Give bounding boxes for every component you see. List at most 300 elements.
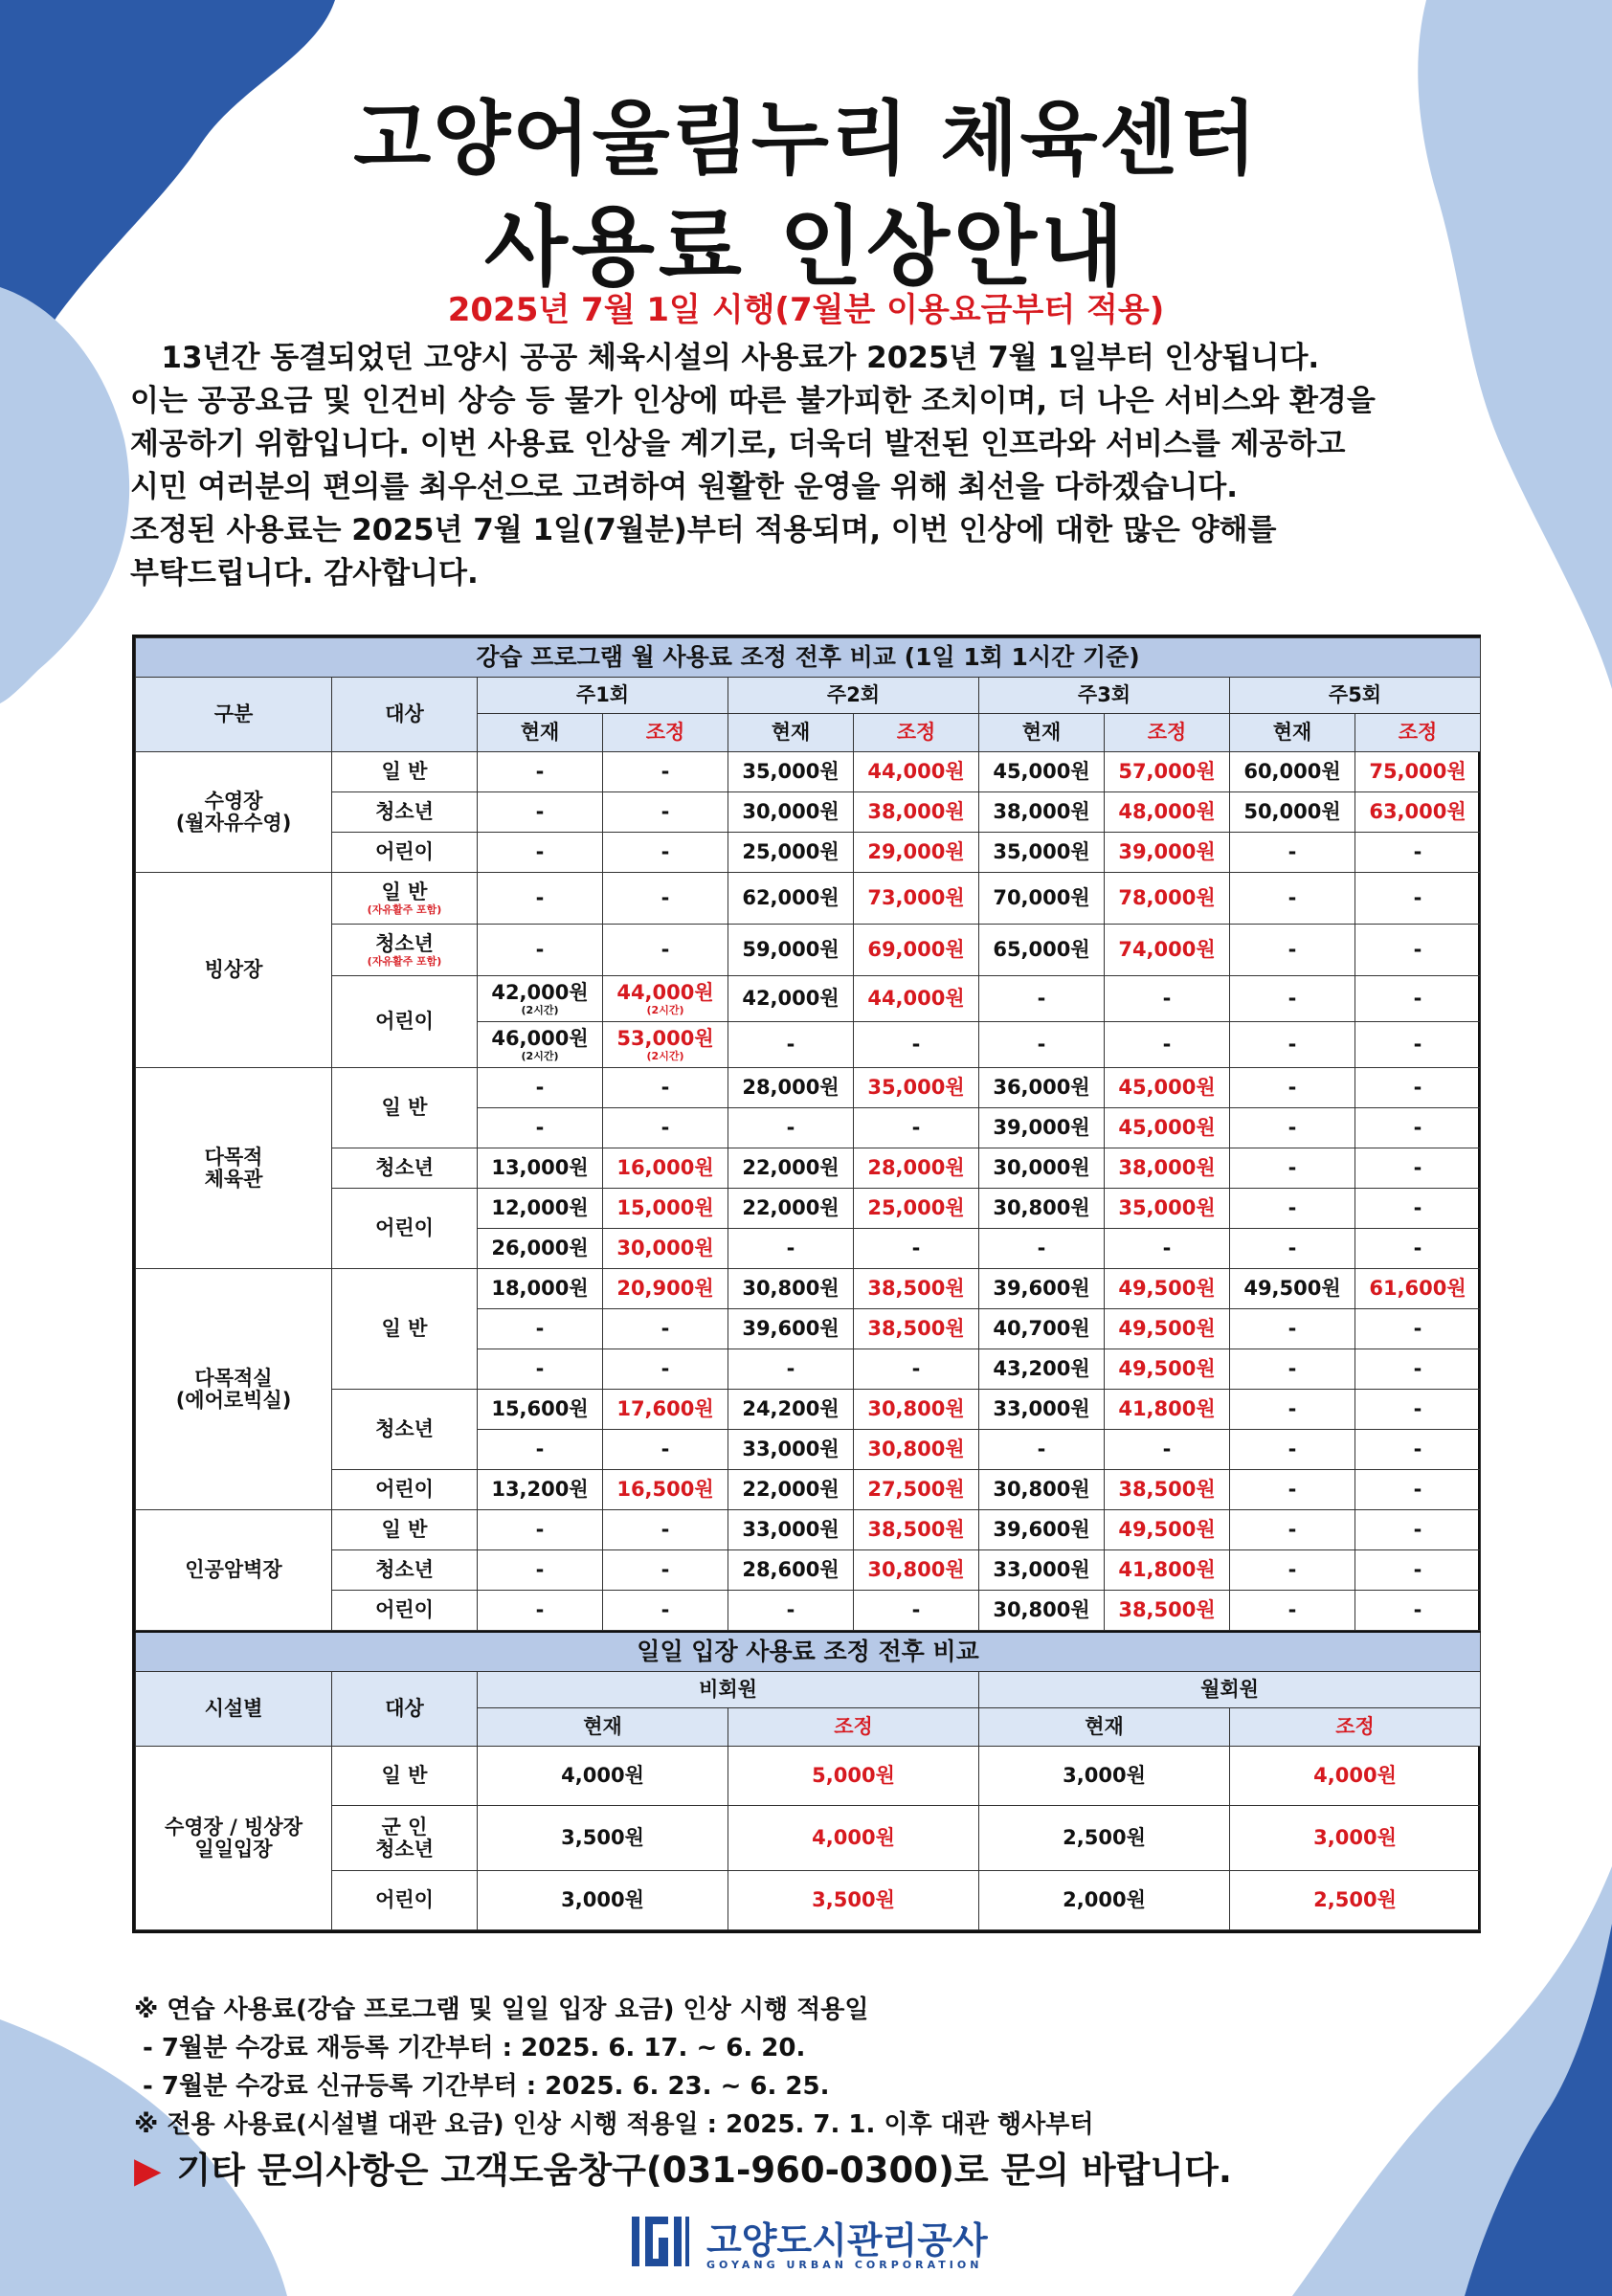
fee-value: - (535, 1317, 545, 1341)
current-fee-cell (478, 752, 603, 792)
fee-value: 38,500원 (867, 1518, 965, 1542)
current-fee-cell (1230, 1591, 1355, 1631)
contact-text: 기타 문의사항은 고객도움창구(031-960-0300)로 문의 바랍니다. (176, 2150, 1232, 2191)
adjusted-fee-cell (603, 873, 728, 925)
current-fee-cell (478, 1390, 603, 1430)
intro-line: 제공하기 위함입니다. 이번 사용료 인상을 계기로, 더욱더 발전된 인프라와 서비스를 제공하고 (130, 427, 1346, 461)
current-fee-cell (728, 925, 854, 976)
current-fee-cell (1230, 1390, 1355, 1430)
current-fee-cell (728, 1510, 854, 1550)
current-fee-cell (1230, 873, 1355, 925)
adjusted-fee-cell (1105, 1309, 1230, 1349)
fee-value: 15,600원 (491, 1397, 589, 1421)
current-fee-cell (478, 1148, 603, 1189)
fee-value: - (1413, 1518, 1422, 1542)
target-name (332, 1390, 478, 1470)
fee-value: 62,000원 (742, 886, 840, 910)
header-current: 현재 (728, 714, 854, 752)
fee-value: - (1162, 987, 1172, 1011)
current-fee-cell (478, 1229, 603, 1269)
fee-value: - (660, 1438, 670, 1461)
target-name (332, 1591, 478, 1631)
fee-value: - (660, 800, 670, 824)
fee-value: 73,000원 (867, 886, 965, 910)
current-fee-cell (979, 1068, 1105, 1108)
current-fee-cell (979, 1309, 1105, 1349)
fee-value: 27,500원 (867, 1478, 965, 1502)
fee-value: 38,500원 (867, 1317, 965, 1341)
fee-value: 30,800원 (867, 1397, 965, 1421)
current-fee-cell (1230, 1510, 1355, 1550)
fee-value: 30,800원 (867, 1558, 965, 1582)
fee-value: 65,000원 (993, 938, 1090, 962)
fee-value: 25,000원 (867, 1196, 965, 1220)
fee-value: - (786, 1116, 795, 1140)
logo-english-name: GOYANG URBAN CORPORATION (706, 2259, 983, 2271)
adjusted-fee-cell (603, 1430, 728, 1470)
fee-value: 49,500원 (1118, 1357, 1216, 1381)
fee-value: - (660, 886, 670, 910)
fee-value: - (535, 1558, 545, 1582)
current-fee-cell (979, 1349, 1105, 1390)
header-facility: 시설별 (136, 1672, 332, 1747)
fee-value: 22,000원 (742, 1196, 840, 1220)
adjusted-fee-cell (854, 1269, 979, 1309)
fee-value: 39,000원 (993, 1116, 1090, 1140)
current-fee-cell (1230, 1550, 1355, 1591)
fee-value: 53,000원 (616, 1026, 714, 1050)
duration-note: (2시간) (646, 1003, 684, 1016)
header-member: 월회원 (979, 1672, 1481, 1708)
fee-value: 35,000원 (993, 840, 1090, 864)
header-current: 현재 (478, 1708, 728, 1747)
daily-table-caption: 일일 입장 사용료 조정 전후 비교 (136, 1632, 1481, 1672)
adjusted-fee-cell (1355, 752, 1481, 792)
table-row (136, 1390, 1481, 1430)
header-current: 현재 (478, 714, 603, 752)
fee-value: - (911, 1598, 921, 1622)
current-fee-cell: 3,000원 (478, 1871, 728, 1930)
fee-value: 59,000원 (742, 938, 840, 962)
adjusted-fee-cell (854, 792, 979, 833)
fee-value: 30,000원 (993, 1156, 1090, 1180)
fee-value: - (535, 1357, 545, 1381)
adjusted-fee-cell (1355, 833, 1481, 873)
table-row (136, 1591, 1481, 1631)
current-fee-cell (1230, 1108, 1355, 1148)
current-fee-cell (478, 833, 603, 873)
fee-value: - (1413, 1558, 1422, 1582)
adjusted-fee-cell (854, 1229, 979, 1269)
fee-value: - (660, 938, 670, 962)
current-fee-cell (979, 1108, 1105, 1148)
target-label: 어린이 (375, 1010, 434, 1034)
adjusted-fee-cell (603, 833, 728, 873)
fee-value: 44,000원 (867, 987, 965, 1011)
fee-value: 38,500원 (867, 1277, 965, 1301)
target-label: 일 반 (381, 1518, 428, 1542)
adjusted-fee-cell (1355, 1390, 1481, 1430)
adjusted-fee-cell (603, 1470, 728, 1510)
adjusted-fee-cell (603, 976, 728, 1022)
fee-value: - (535, 886, 545, 910)
fee-value: 38,000원 (867, 800, 965, 824)
current-fee-cell: 3,500원 (478, 1806, 728, 1871)
adjusted-fee-cell: 2,500원 (1230, 1871, 1481, 1930)
adjusted-fee-cell (1105, 1550, 1230, 1591)
subtitle: 2025년 7월 1일 시행(7월분 이용요금부터 적용) (447, 291, 1165, 329)
fee-value: 40,700원 (993, 1317, 1090, 1341)
adjusted-fee-cell (1105, 1510, 1230, 1550)
current-fee-cell (979, 752, 1105, 792)
fee-value: - (660, 1518, 670, 1542)
fee-value: - (1413, 938, 1422, 962)
adjusted-fee-cell (1355, 1189, 1481, 1229)
table-row (136, 1510, 1481, 1550)
adjusted-fee-cell (603, 1349, 728, 1390)
table-row (136, 1269, 1481, 1309)
fee-value: - (535, 840, 545, 864)
adjusted-fee-cell (854, 1148, 979, 1189)
header-target: 대상 (332, 1672, 478, 1747)
fee-value: 43,200원 (993, 1357, 1090, 1381)
current-fee-cell (979, 1148, 1105, 1189)
fee-value: 49,500원 (1118, 1518, 1216, 1542)
header-adjusted: 조정 (1230, 1708, 1481, 1747)
adjusted-fee-cell (1355, 1108, 1481, 1148)
fee-value: 49,500원 (1118, 1317, 1216, 1341)
current-fee-cell (478, 1269, 603, 1309)
header-group-3: 주3회 (979, 678, 1230, 714)
fee-value: 70,000원 (993, 886, 1090, 910)
target-label: 어린이 (375, 1598, 434, 1622)
fee-value: - (786, 1033, 795, 1057)
fee-value: 39,600원 (993, 1277, 1090, 1301)
fee-value: - (1413, 987, 1422, 1011)
fee-value: 38,000원 (993, 800, 1090, 824)
current-fee-cell (1230, 1068, 1355, 1108)
adjusted-fee-cell (1355, 1430, 1481, 1470)
target-label: 청소년 (375, 1417, 434, 1441)
fee-value: - (1413, 1033, 1422, 1057)
current-fee-cell (728, 1068, 854, 1108)
monthly-table-body (136, 752, 1481, 1631)
adjusted-fee-cell (1105, 1591, 1230, 1631)
current-fee-cell (478, 1068, 603, 1108)
adjusted-fee-cell (603, 1550, 728, 1591)
adjusted-fee-cell (854, 873, 979, 925)
current-fee-cell (979, 873, 1105, 925)
table-row (136, 1871, 1481, 1930)
current-fee-cell (1230, 925, 1355, 976)
target-label: 청소년 (375, 931, 434, 955)
fee-value: - (1037, 1438, 1046, 1461)
adjusted-fee-cell: 3,000원 (1230, 1806, 1481, 1871)
fee-value: 49,500원 (1118, 1277, 1216, 1301)
current-fee-cell: 2,500원 (979, 1806, 1230, 1871)
table-row (136, 976, 1481, 1022)
fee-value: - (660, 1558, 670, 1582)
title-line-1: 고양어울림누리 체육센터 (353, 92, 1259, 186)
fee-value: - (1287, 1116, 1297, 1140)
adjusted-fee-cell (1105, 1229, 1230, 1269)
fee-value: 41,800원 (1118, 1558, 1216, 1582)
current-fee-cell (1230, 1022, 1355, 1068)
current-fee-cell (478, 1309, 603, 1349)
adjusted-fee-cell (603, 1022, 728, 1068)
fee-value: 33,000원 (742, 1438, 840, 1461)
adjusted-fee-cell (854, 1550, 979, 1591)
adjusted-fee-cell (1105, 1430, 1230, 1470)
current-fee-cell (728, 1229, 854, 1269)
adjusted-fee-cell (1105, 1470, 1230, 1510)
fee-value: - (535, 938, 545, 962)
fee-value: 33,000원 (993, 1558, 1090, 1582)
adjusted-fee-cell (1105, 1022, 1230, 1068)
current-fee-cell (979, 1470, 1105, 1510)
current-fee-cell (478, 792, 603, 833)
target-label: 어린이 (375, 1478, 434, 1502)
fee-value: - (1162, 1438, 1172, 1461)
fee-value: 44,000원 (867, 760, 965, 784)
fee-value: - (1287, 1518, 1297, 1542)
fee-value: 46,000원 (491, 1026, 589, 1050)
adjusted-fee-cell (854, 1591, 979, 1631)
fee-value: 30,000원 (742, 800, 840, 824)
fee-value: 22,000원 (742, 1478, 840, 1502)
current-fee-cell (478, 925, 603, 976)
table-row (136, 1747, 1481, 1806)
current-fee-cell (478, 1470, 603, 1510)
adjusted-fee-cell (603, 925, 728, 976)
adjusted-fee-cell (854, 1189, 979, 1229)
current-fee-cell (728, 792, 854, 833)
table-row (136, 925, 1481, 976)
facility-name: 다목적 체육관 (136, 1068, 332, 1269)
adjusted-fee-cell: 4,000원 (728, 1806, 979, 1871)
adjusted-fee-cell (1355, 792, 1481, 833)
facility-name: 수영장 / 빙상장 일일입장 (136, 1747, 332, 1930)
target-note: (자유활주 포함) (367, 903, 442, 916)
target-note: (자유활주 포함) (367, 954, 442, 968)
fee-value: 30,800원 (867, 1438, 965, 1461)
current-fee-cell: 3,000원 (979, 1747, 1230, 1806)
header-current: 현재 (979, 714, 1105, 752)
fee-value: - (1287, 1558, 1297, 1582)
target-label: 일 반 (381, 1317, 428, 1341)
adjusted-fee-cell (603, 1591, 728, 1631)
fee-value: - (660, 1598, 670, 1622)
fee-value: 36,000원 (993, 1076, 1090, 1100)
fee-value: 50,000원 (1243, 800, 1341, 824)
current-fee-cell (478, 1022, 603, 1068)
adjusted-fee-cell (854, 976, 979, 1022)
adjusted-fee-cell (1105, 752, 1230, 792)
adjusted-fee-cell (1355, 1022, 1481, 1068)
current-fee-cell (728, 1309, 854, 1349)
adjusted-fee-cell (603, 1189, 728, 1229)
adjusted-fee-cell (603, 1309, 728, 1349)
adjusted-fee-cell (854, 1068, 979, 1108)
fee-value: - (1037, 1237, 1046, 1260)
adjusted-fee-cell (1105, 833, 1230, 873)
target-name (332, 1148, 478, 1189)
fee-value: 78,000원 (1118, 886, 1216, 910)
fee-value: - (786, 1598, 795, 1622)
adjusted-fee-cell (1355, 1470, 1481, 1510)
current-fee-cell (1230, 1148, 1355, 1189)
adjusted-fee-cell (854, 752, 979, 792)
fee-value: 17,600원 (616, 1397, 714, 1421)
fee-value: 63,000원 (1369, 800, 1466, 824)
fee-value: 48,000원 (1118, 800, 1216, 824)
fee-value: - (1413, 1478, 1422, 1502)
current-fee-cell (1230, 1269, 1355, 1309)
current-fee-cell (728, 1591, 854, 1631)
intro-line: 부탁드립니다. 감사합니다. (130, 556, 479, 591)
current-fee-cell (1230, 1349, 1355, 1390)
target-label: 일 반 (381, 880, 428, 903)
adjusted-fee-cell (603, 1229, 728, 1269)
fee-value: - (786, 1237, 795, 1260)
table-row (136, 1470, 1481, 1510)
fee-value: - (1413, 1076, 1422, 1100)
fee-value: 30,800원 (993, 1478, 1090, 1502)
current-fee-cell (728, 976, 854, 1022)
current-fee-cell (728, 1390, 854, 1430)
facility-name: 인공암벽장 (136, 1510, 332, 1631)
current-fee-cell (1230, 792, 1355, 833)
fee-value: 30,000원 (616, 1237, 714, 1260)
fee-value: 26,000원 (491, 1237, 589, 1260)
arrow-right-icon: ▶ (134, 2150, 162, 2191)
header-category: 구분 (136, 678, 332, 752)
target-name (332, 833, 478, 873)
target-name (332, 1269, 478, 1390)
fee-value: - (911, 1033, 921, 1057)
current-fee-cell (979, 1189, 1105, 1229)
header-current: 현재 (1230, 714, 1355, 752)
fee-value: - (1287, 1397, 1297, 1421)
facility-name: 수영장 (월자유수영) (136, 752, 332, 873)
adjusted-fee-cell (1355, 925, 1481, 976)
fee-value: - (1413, 1397, 1422, 1421)
adjusted-fee-cell (1355, 1550, 1481, 1591)
duration-note: (2시간) (521, 1049, 559, 1062)
fee-value: 42,000원 (742, 987, 840, 1011)
target-name (332, 976, 478, 1068)
target-name (332, 1068, 478, 1148)
adjusted-fee-cell: 4,000원 (1230, 1747, 1481, 1806)
fee-value: - (535, 1116, 545, 1140)
current-fee-cell: 2,000원 (979, 1871, 1230, 1930)
adjusted-fee-cell (1105, 976, 1230, 1022)
fee-value: 45,000원 (993, 760, 1090, 784)
fee-value: 39,000원 (1118, 840, 1216, 864)
adjusted-fee-cell (603, 752, 728, 792)
fee-value: - (535, 1438, 545, 1461)
current-fee-cell (728, 873, 854, 925)
current-fee-cell (979, 976, 1105, 1022)
table-row (136, 1148, 1481, 1189)
fee-value: - (660, 1317, 670, 1341)
fee-value: - (1413, 1116, 1422, 1140)
fee-value: 42,000원 (491, 980, 589, 1004)
fee-value: 30,800원 (742, 1277, 840, 1301)
fee-value: 28,600원 (742, 1558, 840, 1582)
header-current: 현재 (979, 1708, 1230, 1747)
fee-value: 28,000원 (867, 1156, 965, 1180)
fee-value: - (1287, 1076, 1297, 1100)
fee-value: - (1287, 886, 1297, 910)
header-group-5: 주5회 (1230, 678, 1481, 714)
fee-value: - (535, 1518, 545, 1542)
current-fee-cell (1230, 1189, 1355, 1229)
current-fee-cell (728, 833, 854, 873)
target-name (332, 1550, 478, 1591)
fee-value: 18,000원 (491, 1277, 589, 1301)
adjusted-fee-cell (1355, 1309, 1481, 1349)
fee-value: - (535, 800, 545, 824)
adjusted-fee-cell (1355, 873, 1481, 925)
fee-value: - (1413, 1156, 1422, 1180)
adjusted-fee-cell (603, 1068, 728, 1108)
current-fee-cell (728, 1430, 854, 1470)
fee-value: 44,000원 (616, 980, 714, 1004)
table-row (136, 752, 1481, 792)
fee-value: 12,000원 (491, 1196, 589, 1220)
adjusted-fee-cell (1355, 976, 1481, 1022)
fee-value: 39,600원 (993, 1518, 1090, 1542)
fee-value: - (1287, 987, 1297, 1011)
current-fee-cell (478, 1189, 603, 1229)
fee-value: 13,200원 (491, 1478, 589, 1502)
target-name (332, 792, 478, 833)
adjusted-fee-cell (1105, 873, 1230, 925)
current-fee-cell (478, 1108, 603, 1148)
target-name (332, 925, 478, 976)
current-fee-cell (728, 752, 854, 792)
current-fee-cell (979, 1430, 1105, 1470)
duration-note: (2시간) (521, 1003, 559, 1016)
adjusted-fee-cell (854, 1430, 979, 1470)
adjusted-fee-cell (603, 1108, 728, 1148)
fee-value: - (660, 1076, 670, 1100)
adjusted-fee-cell (1355, 1148, 1481, 1189)
current-fee-cell (979, 1591, 1105, 1631)
current-fee-cell (478, 1591, 603, 1631)
intro-line: 이는 공공요금 및 인건비 상승 등 물가 인상에 따른 불가피한 조치이며, 더 나은 서비스와 환경을 (130, 384, 1376, 418)
fee-value: - (1413, 1196, 1422, 1220)
target-label: 청소년 (375, 800, 434, 824)
note-line: - 7월분 수강료 신규등록 기간부터 : 2025. 6. 23. ~ 6. 25. (134, 2072, 830, 2101)
fee-value: 60,000원 (1243, 760, 1341, 784)
target-name (332, 1470, 478, 1510)
fee-value: 16,000원 (616, 1156, 714, 1180)
fee-value: 38,000원 (1118, 1156, 1216, 1180)
fee-tables (132, 635, 1481, 1933)
target-name: 일 반 (332, 1747, 478, 1806)
fee-value: 29,000원 (867, 840, 965, 864)
contact-info (134, 2141, 1232, 2193)
adjusted-fee-cell (854, 833, 979, 873)
adjusted-fee-cell (603, 1148, 728, 1189)
current-fee-cell (728, 1148, 854, 1189)
fee-value: - (535, 1598, 545, 1622)
fee-value: - (660, 1116, 670, 1140)
fee-value: - (1413, 1438, 1422, 1461)
fee-value: 33,000원 (742, 1518, 840, 1542)
